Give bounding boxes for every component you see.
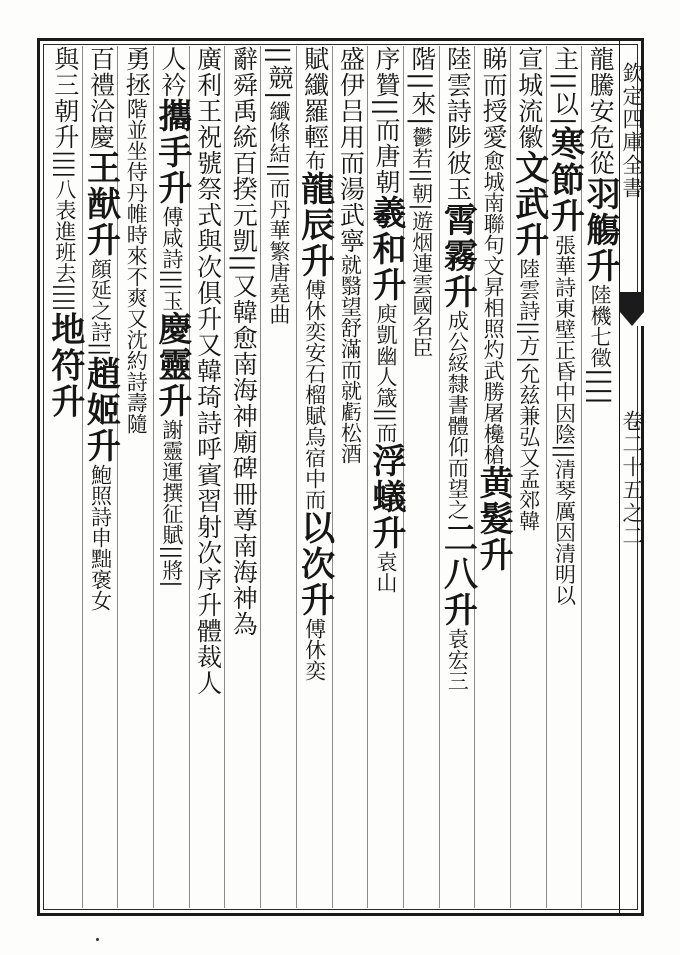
headword: 霄霧升 — [437, 202, 478, 310]
main-text: 陸雲詩陟彼玉 — [443, 46, 473, 202]
annotation-text: 袁山 — [374, 551, 399, 594]
annotation-text: 謝靈運撰征賦||將| — [159, 419, 184, 588]
ink-speck — [96, 938, 99, 941]
annotation-text: 傅休奕 — [302, 618, 327, 681]
annotation-text: 中因陰|| — [552, 381, 577, 459]
headword: 龍辰升 — [294, 171, 335, 279]
headword: 趙姬升 — [80, 356, 121, 465]
annotation-text: 愈城南聯句文昇相照灼武勝屠欃槍 — [481, 150, 506, 465]
headword: 浮蟻升 — [366, 443, 407, 552]
annotation-text: 顔延之詩|| — [88, 258, 113, 357]
main-text: 龍騰安危從 — [586, 46, 616, 176]
annotation-text: 松酒 — [338, 422, 363, 464]
headword: 羽觴升 — [580, 176, 621, 284]
headword: 攜手升 — [151, 98, 192, 206]
annotation-text: ||||八表 — [52, 150, 77, 221]
annotation-text: 布 — [302, 150, 327, 171]
annotation-text: 清琴厲因清明以 — [552, 458, 577, 606]
main-text: 人衿 — [157, 46, 187, 98]
book-title: 欽定四庫全書 — [620, 62, 644, 200]
headword: 二八升 — [437, 520, 478, 628]
annotation-text: 纖條結||而丹華繁 — [266, 100, 291, 262]
annotation-text: 國名臣 — [409, 294, 434, 358]
main-text: 辭舜禹統百揆元凱||又韓愈南海神廟碑冊尊南海神為 — [229, 46, 259, 637]
annotation-text: 陸雲詩||方|允兹兼弘又孟郊韓 — [516, 258, 541, 532]
headword: 羲和升 — [366, 194, 407, 303]
annotation-text: 進班去|||| — [52, 220, 77, 312]
annotation-text: 唐堯曲 — [266, 261, 291, 325]
main-text: 盛伊吕用而湯武寧 — [336, 46, 366, 254]
headword: 文武升 — [508, 150, 549, 258]
annotation-text: 時來不爽又沈約詩壽隨 — [124, 224, 149, 434]
main-text: 序贊||而唐朝 — [372, 46, 402, 195]
main-text: 宣城流徽 — [514, 46, 544, 150]
main-text: 睇而授愛 — [479, 46, 509, 150]
headword: 寒節升 — [544, 126, 585, 235]
headword: 以次升 — [294, 510, 335, 618]
annotation-text: 成公綏隸書體仰而望之 — [445, 310, 470, 520]
main-text: 階||來| — [407, 46, 437, 127]
headword: 地符升 — [44, 311, 85, 420]
main-text: 賦纖羅輕 — [300, 46, 330, 150]
main-text: 勇拯 — [122, 46, 152, 98]
annotation-text: 傅休奕安石榴賦烏宿中而 — [302, 279, 327, 510]
annotation-text: 鮑照詩申黜褒女 — [88, 464, 113, 612]
text-column — [40, 46, 88, 906]
annotation-text: 就翳望舒滿而就虧 — [338, 254, 363, 422]
headword: 黄髮升 — [473, 465, 514, 573]
main-text: 與三朝升 — [50, 46, 80, 150]
main-text: 主||以| — [550, 46, 580, 127]
main-text: 百禮洽慶 — [86, 46, 116, 150]
annotation-text: 張華詩東壁正昏 — [552, 234, 577, 382]
annotation-text: 庾凱幽人箴||而 — [374, 302, 399, 444]
headword: 慶靈升 — [151, 311, 192, 420]
main-text: |||| — [586, 368, 616, 406]
headword: 王猷升 — [80, 150, 121, 258]
annotation-text: 陸機七徵 — [588, 284, 613, 368]
fishtail-notch — [620, 312, 644, 326]
main-text: ||競| — [264, 46, 294, 101]
annotation-text: 鬱若||朝|遊烟連雲 — [409, 126, 434, 295]
annotation-text: 階並坐侍丹帷 — [124, 98, 149, 224]
annotation-text: 傅咸詩|||玉 — [159, 206, 184, 312]
annotation-text: 袁宏三 — [445, 628, 470, 691]
main-text: 廣利王祝號祭式與次俱升又韓琦詩呼賓習射次序升體裁人 — [193, 46, 223, 696]
volume-label: 卷二十五之二 — [620, 410, 644, 548]
